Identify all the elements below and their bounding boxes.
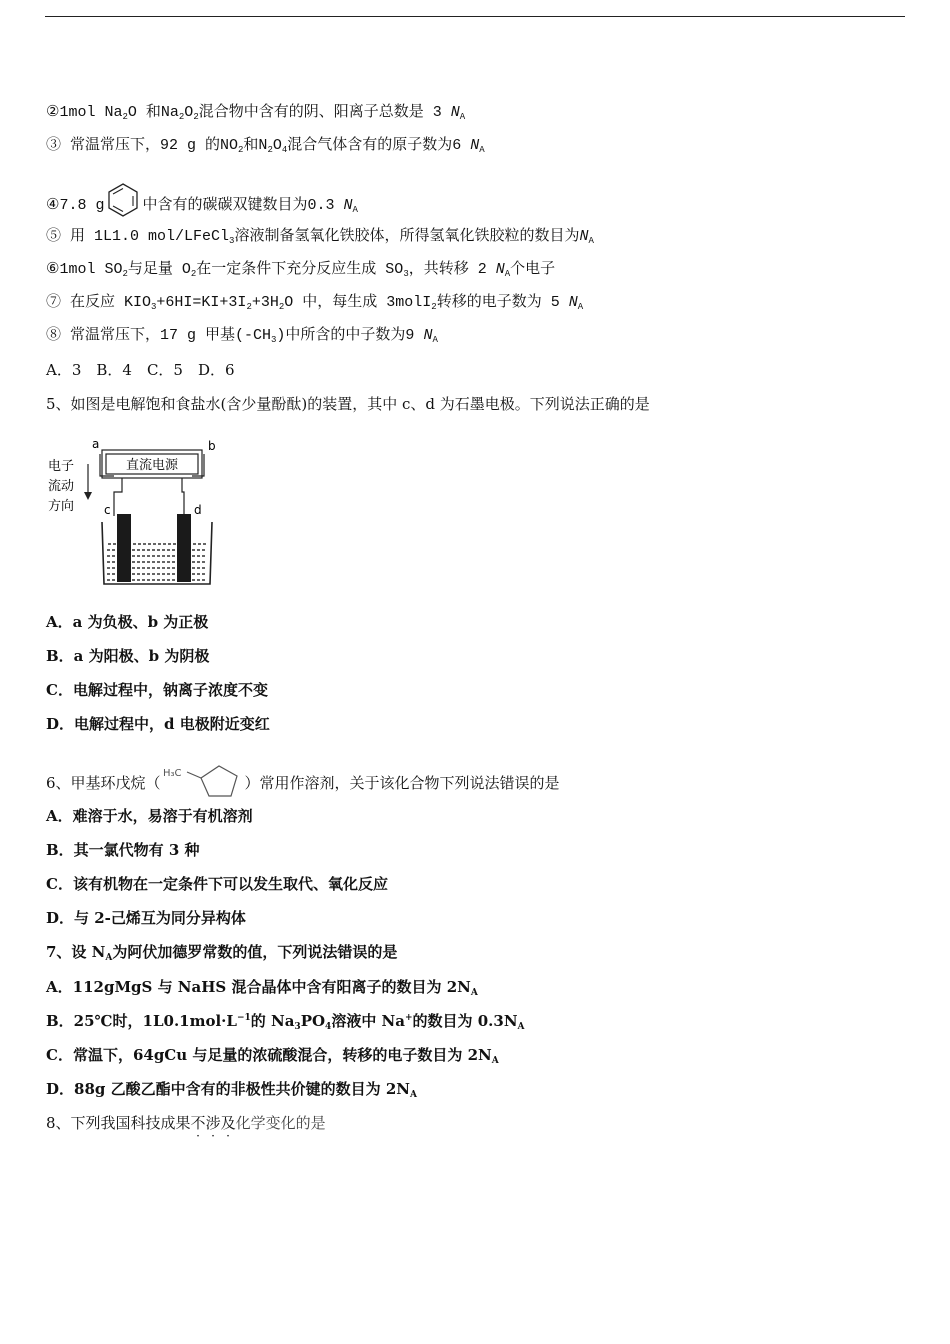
- electrolysis-diagram: [44, 436, 224, 588]
- q6-stem: 6、甲基环戊烷（ H₃C ）常用作溶剂，关于该化合物下列说法错误的是: [46, 760, 560, 800]
- q4-item-7: ⑦ 在反应 $KIO_3+6HI=KI+3I_2+3H_2O$ 中，每生成 3molI$_2$转移的电子数为 5 $N_A$: [46, 294, 584, 312]
- electrode-d-label: d: [194, 503, 202, 517]
- q5-option-a: A．a 为负极、b 为正极: [46, 613, 209, 631]
- q6-option-c: C．该有机物在一定条件下可以发生取代、氧化反应: [46, 875, 388, 893]
- flow-label-3: 方向: [48, 499, 75, 514]
- q7-option-c: C．常温下，64gCu 与足量的浓硫酸混合，转移的电子数目为 $2N_A$: [46, 1046, 499, 1066]
- q8-stem: 8、下列我国科技成果不涉及化学变化的是: [46, 1114, 326, 1132]
- q5-option-d: D．电解过程中，d 电极附近变红: [46, 715, 270, 733]
- flow-label-2: 流动: [48, 479, 75, 494]
- svg-text:H₃C: H₃C: [162, 768, 182, 779]
- q4-item-2: ②1mol $Na_2O$ 和$Na_2O_2$混合物中含有的阴、阳离子总数是 3 $N_A$: [46, 104, 466, 122]
- electrode-d: [177, 514, 191, 582]
- electrode-c: [117, 514, 131, 582]
- terminal-a-label: a: [92, 437, 100, 451]
- header-rule: [45, 16, 905, 17]
- q7-stem: 7、设 $N_A$为阿伏加德罗常数的值，下列说法错误的是: [46, 943, 398, 963]
- q6-option-d: D．与 2-己烯互为同分异构体: [46, 909, 246, 927]
- electrode-c-label: c: [104, 503, 111, 517]
- terminal-b-label: b: [208, 439, 216, 453]
- flow-arrowhead: [84, 492, 92, 500]
- q4-item-3: ③ 常温常压下，92 g 的$NO_2$和$N_2O_4$混合气体含有的原子数为6 $N_A$: [46, 137, 485, 155]
- q6-option-a: A．难溶于水，易溶于有机溶剂: [46, 807, 253, 825]
- q5-stem: 5、如图是电解饱和食盐水(含少量酚酞)的装置，其中 c、d 为石墨电极。下列说法正确的是: [46, 395, 650, 413]
- flow-label-1: 电子: [48, 459, 75, 474]
- q4-item-8: ⑧ 常温常压下，17 g 甲基$(-CH_3)$中所含的中子数为9 $N_A$: [46, 327, 438, 345]
- benzene-structure: [105, 182, 141, 218]
- q5-option-c: C．电解过程中，钠离子浓度不变: [46, 681, 268, 699]
- q6-option-b: B．其一氯代物有 3 种: [46, 841, 200, 859]
- methylcyclopentane-structure: [161, 760, 245, 800]
- q7-option-b: B．25℃时，$1L0.1mol\cdot L^{-1}$的 $Na_3PO_4$溶液中 Na+的数目为 $0.3N_A$: [46, 1012, 525, 1032]
- q4-item-6: ⑥1mol $SO_2$与足量 $O_2$在一定条件下充分反应生成 $SO_3$，共转移 2 $N_A$个电子: [46, 261, 556, 279]
- q4-options: A．3 B．4 C．5 D．6: [46, 361, 235, 379]
- q4-item-5: ⑤ 用 1L1.0 mol/LFeCl$_3$溶液制备氢氧化铁胶体，所得氢氧化铁胶粒的数目为$N_A$: [46, 228, 594, 246]
- power-label: 直流电源: [125, 458, 179, 473]
- q7-option-d: D．88g 乙酸乙酯中含有的非极性共价键的数目为 $2N_A$: [46, 1080, 417, 1100]
- q7-option-a: A．112gMgS 与 NaHS 混合晶体中含有阳离子的数目为 $2N_A$: [46, 978, 478, 998]
- q4-item-4: ④7.8 g 中含有的碳碳双键数目为0.3 $N_A$: [46, 182, 358, 218]
- q5-option-b: B．a 为阳极、b 为阴极: [46, 647, 210, 665]
